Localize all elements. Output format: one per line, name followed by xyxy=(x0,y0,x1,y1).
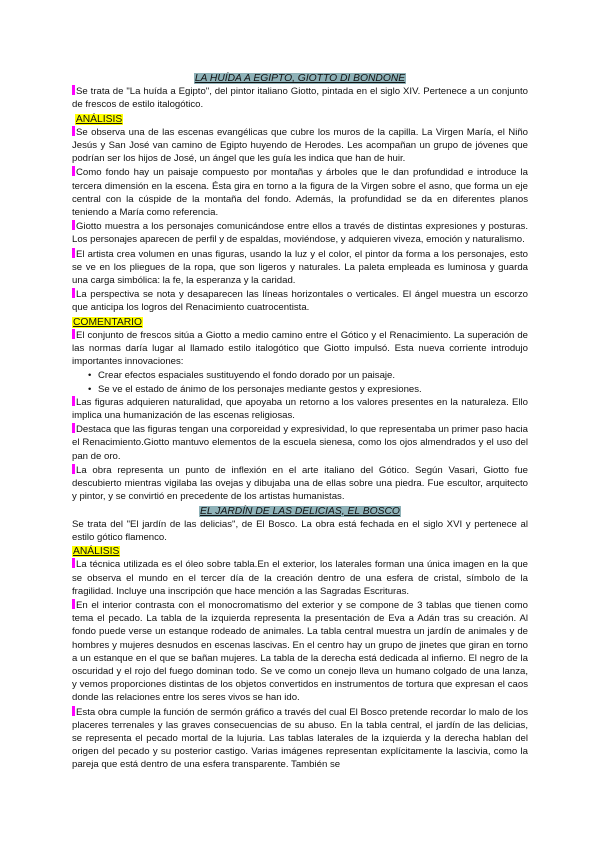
paragraph-marker xyxy=(72,288,75,298)
paragraph: Las figuras adquieren naturalidad, que apoyaba un retorno a los valores presentes en la naturaleza. Ello implica una humanización de las escenas religiosas. xyxy=(72,396,528,422)
paragraph-marker xyxy=(72,85,75,95)
paragraph: En el interior contrasta con el monocromatismo del exterior y se compone de 3 tablas que tienen como tema el pecado. La tabla de la izquierda representa la presentación de Eva a Adán tras su creación. Al fondo puede verse un estanque rodeado de animales. La tabla central muestra un jardín de animales y de hombres y mujeres desnudos en escenas lascivas. En el centro hay un grupo de jinetes que giran en torno a un estanque en el que se bañan mujeres. La tabla de la derecha está dedicada al infierno. El negro de la oscuridad y el rojo del fuego dominan todo. Se ve como un conejo lleva un humano colgado de una lanza, y vemos proporciones distintas de los objetos convertidos en instrumentos de tortura que expresan el caos donde las relaciones entre los seres vivos se han ido. xyxy=(72,599,528,704)
bullet-item: • Se ve el estado de ánimo de los personajes mediante gestos y expresiones. xyxy=(88,383,422,395)
document-page xyxy=(72,72,528,773)
paragraph: Giotto muestra a los personajes comunicándose entre ellos a través de distintas expresiones y posturas. Los personajes aparecen de perfil y de espaldas, moviéndose, y adquieren viveza, emoción y naturalismo. xyxy=(72,221,528,246)
paragraph: Como fondo hay un paisaje compuesto por montañas y árboles que le dan profundidad e introduce la tercera dimensión en la escena. Ésta gira en torno a la figura de la Virgen sobre el asno, que forma un eje central con la cúspide de la montaña del fondo. Además, la profundidad se da en diferentes planos teniendo a María como referencia. xyxy=(72,167,528,219)
paragraph: El conjunto de frescos sitúa a Giotto a medio camino entre el Gótico y el Renacimiento. La superación de las normas daría lugar al llamado estilo italogótico que Giotto impulsó. Esta nueva corriente introdujo importantes innovaciones: xyxy=(72,329,528,368)
paragraph-marker xyxy=(72,329,75,339)
paragraph: Esta obra cumple la función de sermón gráfico a través del cual El Bosco pretende recordar lo malo de los placeres terrenales y las graves consecuencias de su abuso. En la tabla central, el jardín de las delicias, se representa el pecado mortal de la lujuria. Las tablas laterales de la izquierda y la derecha hablan del origen del pecado y su posterior castigo. Varias imágenes representan explícitamente la lascivia, como la pareja que está dentro de una esfera transparente. También se xyxy=(72,706,528,771)
bullet-item: • Crear efectos espaciales sustituyendo el fondo dorado por un paisaje. xyxy=(88,370,396,382)
paragraph-marker xyxy=(72,396,75,406)
paragraph-marker xyxy=(72,423,75,433)
paragraph-marker xyxy=(72,706,75,716)
paragraph: La técnica utilizada es el óleo sobre tabla.En el exterior, los laterales forman una única imagen en la que se observa el mundo en el tercer día de la creación dentro de una esfera de cristal, símbolo de la fragilidad. Incluye una inscripción que hace mención a las Sagradas Escrituras. xyxy=(72,559,528,597)
paragraph-marker xyxy=(72,464,75,474)
paragraph: Destaca que las figuras tengan una corporeidad y expresividad, lo que representaba un primer paso hacia el Renacimiento.Giotto mantuvo elementos de la escuela sienesa, como los ojos almendrados y el uso del pan de oro. xyxy=(72,424,528,462)
paragraph-marker xyxy=(72,248,75,258)
paragraph-marker xyxy=(72,599,75,609)
paragraph: Se observa una de las escenas evangélicas que cubre los muros de la capilla. La Virgen María, el Niño Jesús y San José van camino de Egipto huyendo de Herodes. Les acompañan un grupo de jóvenes que podrían ser los hijos de José, un ángel que les guía les indica que han de huir. xyxy=(72,126,528,165)
paragraph-intro-jardin: Se trata del "El jardín de las delicias", de El Bosco. La obra está fechada en el siglo XVI y pertenece al estilo gótico flamenco. xyxy=(72,518,528,543)
title-jardin: EL JARDÍN DE LAS DELICIAS, EL BOSCO xyxy=(200,505,400,517)
paragraph: La perspectiva se nota y desaparecen las líneas horizontales o verticales. El ángel muestra un escorzo que anticipa los logros del Renacimiento cuatrocentista. xyxy=(72,289,528,314)
paragraph: La obra representa un punto de inflexión en el arte italiano del Gótico. Según Vasari, Giotto fue descubierto mientras vigilaba las ovejas y dibujaba una de ellas sobre una piedra. Fue escultor, arquitecto y pintor, y se convirtió en precedente de los artistas humanistas. xyxy=(72,464,528,503)
paragraph: El artista crea volumen en unas figuras, usando la luz y el color, el pintor da forma a los personajes, esto se ve en los pliegues de la ropa, que son ligeros y naturales. La paleta empleada es luminosa y guarda una carga simbólica: la fe, la esperanza y la caridad. xyxy=(72,248,528,287)
paragraph-marker xyxy=(72,166,75,176)
paragraph-marker xyxy=(72,126,75,136)
title-huida: LA HUÍDA A EGIPTO, GIOTTO DI BONDONE xyxy=(194,73,406,84)
section-heading-analisis-2: ANÁLISIS xyxy=(73,546,120,558)
section-heading-comentario: COMENTARIO xyxy=(73,316,143,328)
paragraph-marker xyxy=(72,220,75,230)
section-heading-analisis-1: ANÁLISIS xyxy=(75,113,123,125)
paragraph-intro-huida: Se trata de "La huída a Egipto", del pintor italiano Giotto, pintada en el siglo XIV. Pertenece a un conjunto de frescos de estilo italogótico. xyxy=(72,86,528,111)
paragraph-marker xyxy=(72,558,75,568)
